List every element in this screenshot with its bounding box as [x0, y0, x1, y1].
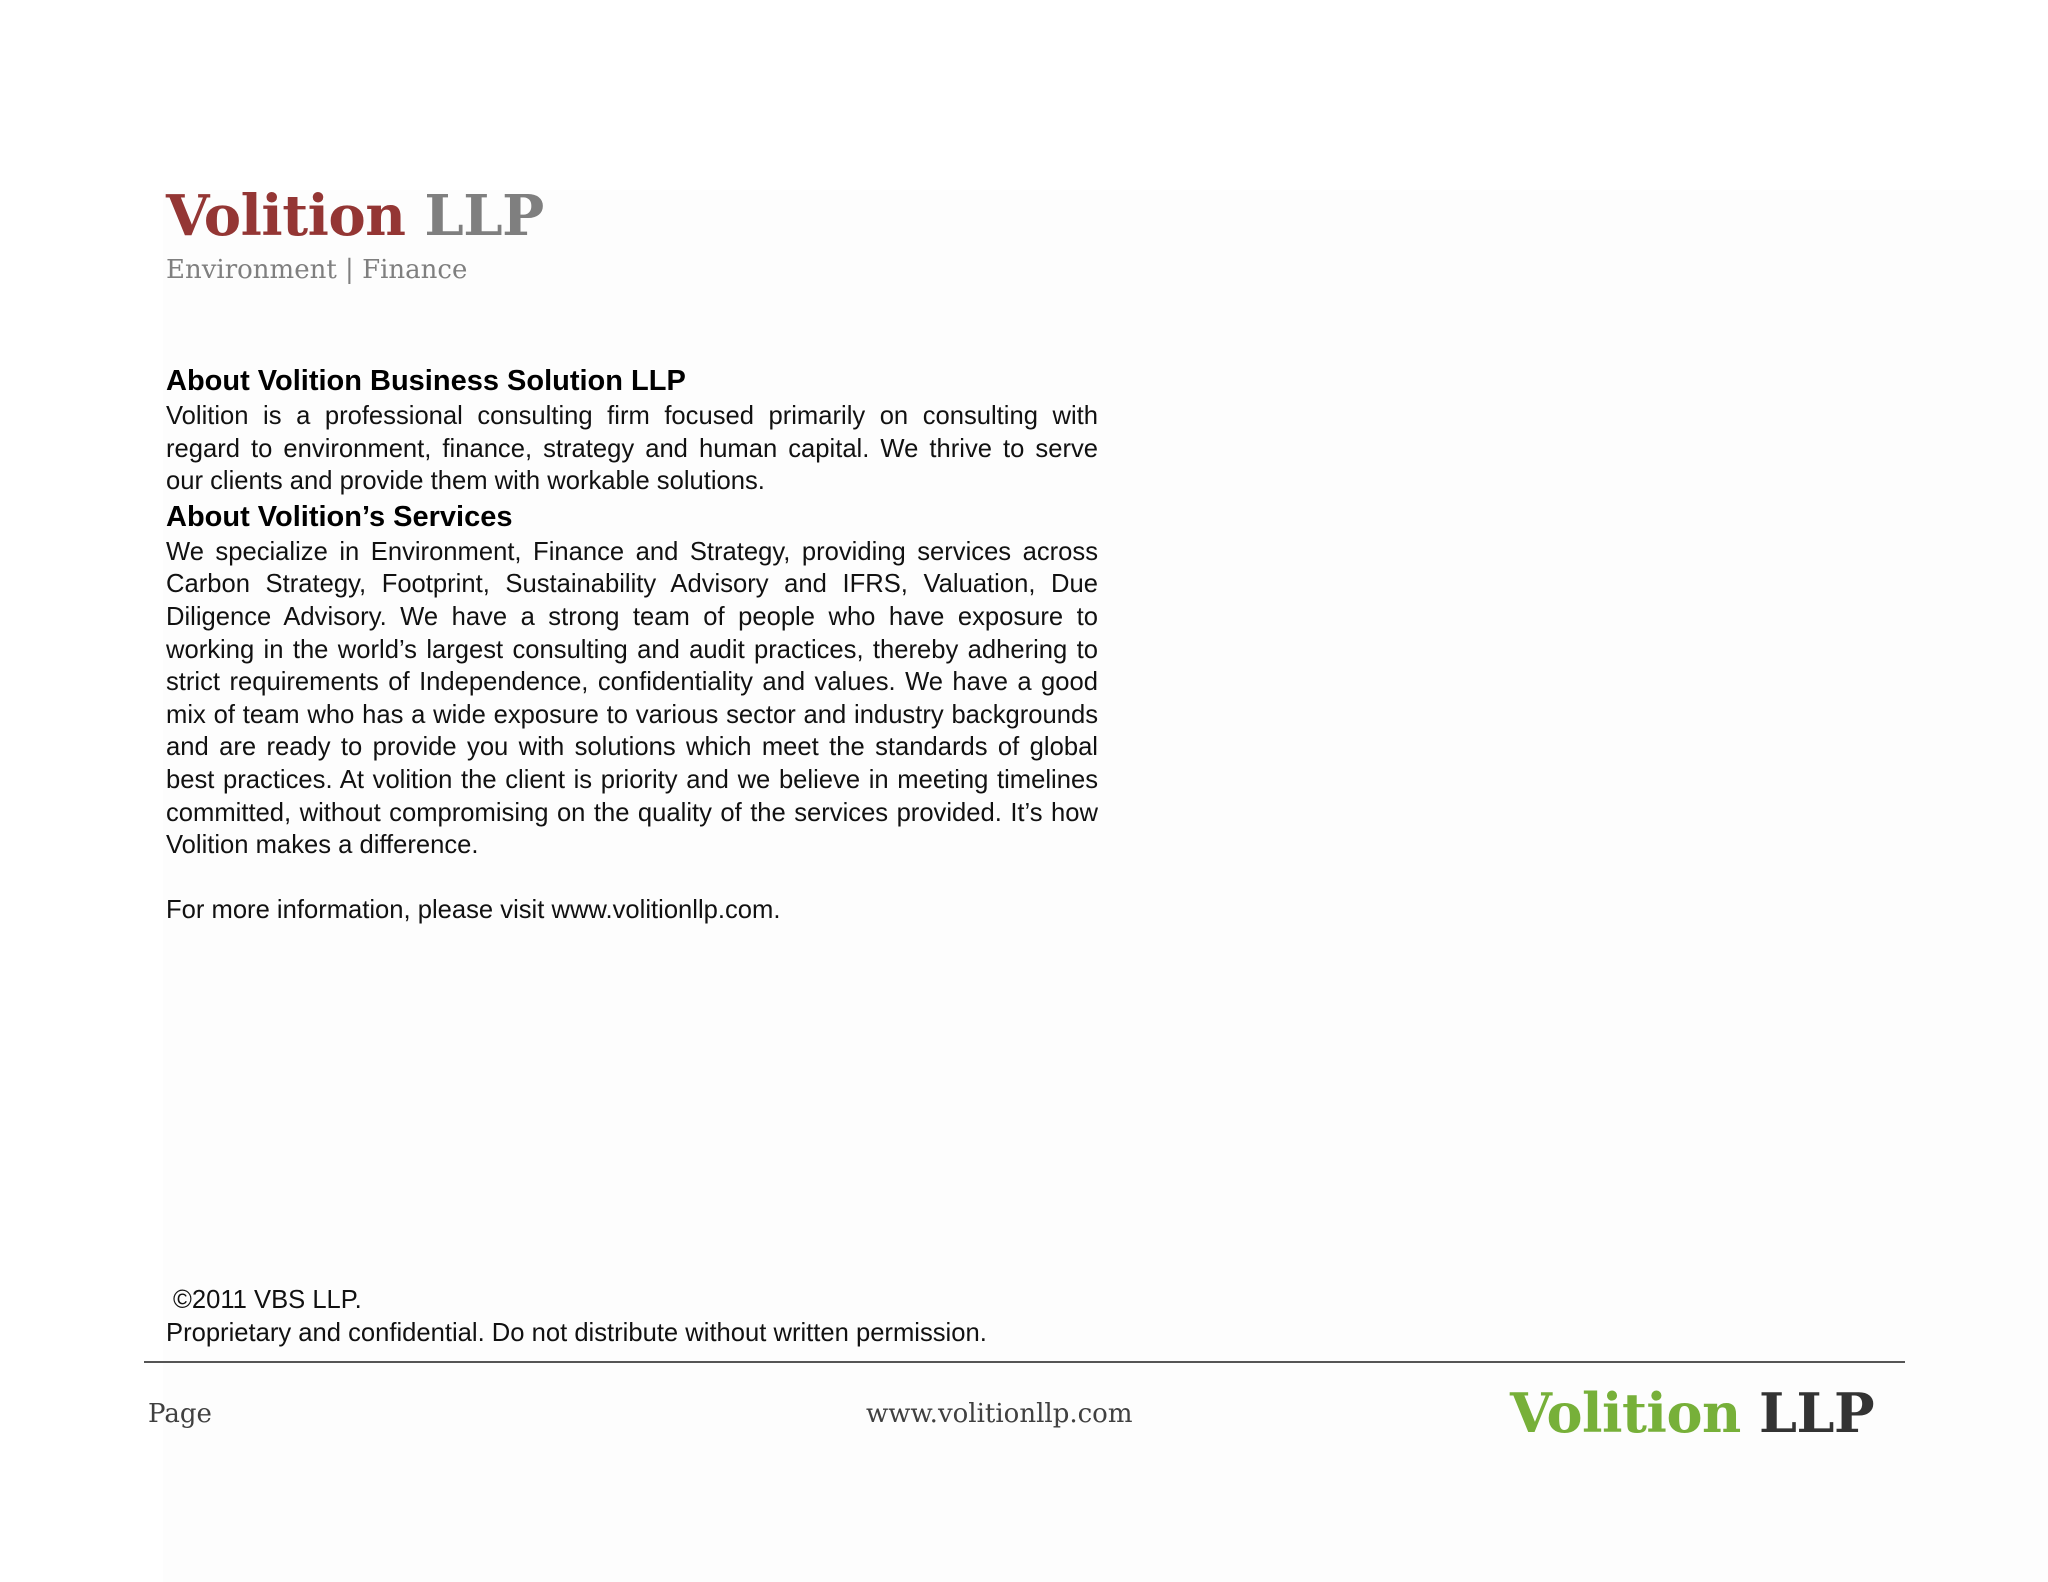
footer-page-label: Page: [148, 1399, 212, 1429]
footer-logo: [1510, 1376, 1874, 1450]
header-brand-name: Volition: [166, 183, 406, 249]
services-paragraph: We specialize in Environment, Finance and Strategy, providing services across Carbon Strategy, Footprint, Sustainability Advisory and IFRS, Valuation, Due Diligence Advisory. We have a strong team of people who have exposure to working in the world’s largest consulting and audit practices, thereby adhering to strict requirements of Independence, confidentiality and values. We have a good mix of team who has a wide exposure to various sector and industry backgrounds and are ready to provide you with solutions which meet the standards of global best practices. At volition the client is priority and we believe in meeting timelines committed, without compromising on the quality of the services provided. It’s how Volition makes a difference.: [166, 537, 1098, 860]
about-paragraph: Volition is a professional consulting firm focused primarily on consulting with regard to environment, finance, strategy and human capital. We thrive to serve our clients and provide them with workable solutions.: [166, 402, 1098, 496]
more-info-text: For more information, please visit www.volitionllp.com.: [166, 895, 781, 924]
main-content: [166, 362, 1098, 926]
footer-brand-name: Volition: [1510, 1381, 1741, 1445]
services-heading: About Volition’s Services: [166, 500, 513, 533]
copyright-notice: [166, 1284, 987, 1350]
header-brand-suffix: LLP: [424, 183, 544, 249]
confidentiality-line: Proprietary and confidential. Do not distribute without written permission.: [166, 1319, 987, 1347]
header-logo: [166, 176, 544, 256]
copyright-line: ©2011 VBS LLP.: [173, 1286, 362, 1314]
header-tagline: Environment | Finance: [166, 255, 468, 285]
about-heading: About Volition Business Solution LLP: [166, 365, 686, 397]
footer-divider: [144, 1361, 1905, 1363]
footer-url: www.volitionllp.com: [866, 1399, 1133, 1429]
footer-brand-suffix: LLP: [1759, 1381, 1875, 1445]
